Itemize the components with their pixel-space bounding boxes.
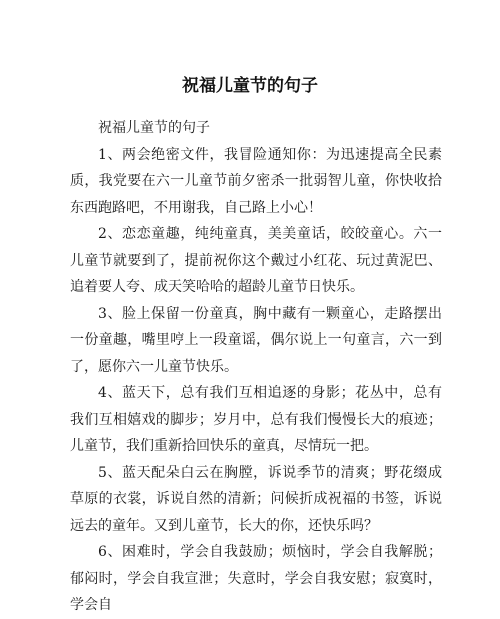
paragraph-intro: 祝福儿童节的句子 (98, 120, 210, 136)
paragraph-1: 1、两会绝密文件，我冒险通知你：为迅速提高全民素质，我党要在六一儿童节前夕密杀一批弱智儿童，你快收拾东西跑路吧，不用谢我，自己路上小心！ (70, 146, 442, 216)
paragraph-2: 2、恋恋童趣，纯纯童真，美美童话，皎皎童心。六一儿童节就要到了，提前祝你这个戴过小红花、玩过黄泥巴、追着要人夸、成天笑哈哈的超龄儿童节日快乐。 (70, 226, 442, 295)
document-body (70, 115, 442, 619)
document-title: 祝福儿童节的句子 (182, 76, 318, 96)
paragraph-4: 4、蓝天下，总有我们互相追逐的身影；花丛中，总有我们互相嬉戏的脚步；岁月中，总有我们慢慢长大的痕迹；儿童节，我们重新拾回快乐的童真，尽情玩一把。 (70, 385, 442, 454)
paragraph-5: 5、蓝天配朵白云在胸膛，诉说季节的清爽；野花缀成草原的衣裳，诉说自然的清新；问候折成祝福的书签，诉说远去的童年。又到儿童节，长大的你，还快乐吗？ (70, 464, 442, 534)
paragraph-6: 6、困难时，学会自我鼓励；烦恼时，学会自我解脱；郁闷时，学会自我宣泄；失意时，学会自我安慰；寂寞时，学会自 (70, 544, 442, 613)
paragraph-3: 3、脸上保留一份童真，胸中藏有一颗童心，走路摆出一份童趣，嘴里哼上一段童谣，偶尔说上一句童言，六一到了，愿你六一儿童节快乐。 (70, 305, 442, 375)
